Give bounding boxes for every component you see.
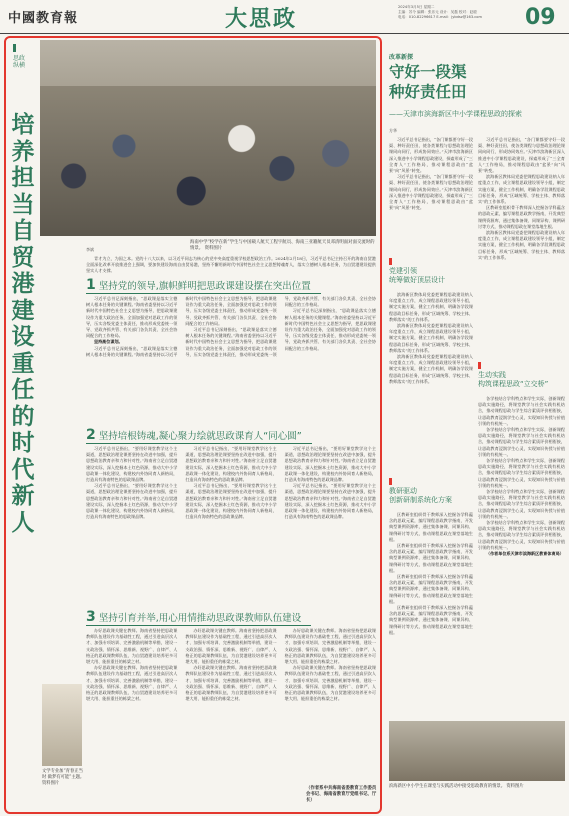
student-photo-caption: 文学专业加“青春正当时 做梦有可能”主题。资料图片	[42, 769, 85, 786]
right-section-1-text: 滨海新区教体局党委把课程思政建设纳入年度重点工作，成立课程思政建设领导小组，制定实施方案，健全工作机制，明确各学段课程思政目标任务，形成“区域统筹、学校主体、教师落实”的工作体系。 滨海新区教体局党委把课程思政建设纳入年度重点工作，成立课程思政建设领导小组，制定实施方案，健全工作机制，明确各学段课程思政目标任务，形成“区域统筹、学校主体、教师落实”的工作体系。 滨海新区教体局党委把课程思政建设纳入年度重点工作，成立课程思政建设领导小组，制定实施方案，健全工作机制，明确各学段课程思政目标任务，形成“区域统筹、学校主体、教师落实”的工作体系。	[389, 292, 473, 384]
photo-caption: 海南中学“校学在新”学生与中国载人航天工程宇航员、海南三亚籍航天员邓清明面对面交流时的情景。 资料图片	[190, 240, 375, 251]
section-2-text: 习近平总书记指出，“要用好课堂教学这个主渠道，思想政治理论课要坚持在改进中加强，提升思想政治教育亲和力和针对性。”海南省立足自贸港建设实际，深入挖掘本土红色资源，推动大中小学思政课一体化建设，构建校内外协同育人新格局，打造具有海南特色的思政课品牌。 习近平总书记指出，“要用好课堂教学这个主渠道，思想政治理论课要坚持在改进中加强，提升思想政治教育亲和力和针对性。”海南省立足自贸港建设实际，深入挖掘本土红色资源，推动大中小学思政课一体化建设，构建校内外协同育人新格局，打造具有海南特色的思政课品牌。 习近平总书记指出，“要用好课堂教学这个主渠道，思想政治理论课要坚持在改进中加强，提升思想政治教育亲和力和针对性。”海南省立足自贸港建设实际，深入挖掘本土红色资源，推动大中小学思政课一体化建设，构建校内外协同育人新格局，打造具有海南特色的思政课品牌。 习近平总书记指出，“要用好课堂教学这个主渠道，思想政治理论课要坚持在改进中加强，提升思想政治教育亲和力和针对性。”海南省立足自贸港建设实际，深入挖掘本土红色资源，推动大中小学思政课一体化建设，构建校内外协同育人新格局，打造具有海南特色的思政课品牌。 习近平总书记指出，“要用好课堂教学这个主渠道，思想政治理论课要坚持在改进中加强，提升思想政治教育亲和力和针对性。”海南省立足自贸港建设实际，深入挖掘本土红色资源，推动大中小学思政课一体化建设，构建校内外协同育人新格局，打造具有海南特色的思政课品牌。 习近平总书记指出，“要用好课堂教学这个主渠道，思想政治理论课要坚持在改进中加强，提升思想政治教育亲和力和针对性。”海南省立足自贸港建设实际，深入挖掘本土红色资源，推动大中小学思政课一体化建设，构建校内外协同育人新格局，打造具有海南特色的思政课品牌。	[86, 446, 376, 520]
column-tag-bar	[13, 44, 16, 52]
section-title: 大思政	[225, 7, 298, 32]
subhead-1: 1 坚持党的领导,旗帜鲜明把思政课建设摆在突出位置	[86, 278, 311, 292]
masthead-contact: 电话：010-82296617 E-mail：jybdsz@163.com	[398, 15, 482, 19]
right-col2-text: 习近平总书记指出，“各门课都要守好一段渠、种好责任田，使各类课程与思想政治理论课同向同行，形成协同效应。”天津市滨海新区深入推进中小学课程思政建设，探索形成了“三全育人”工作格局，推动课程思政由“盆景”向“风景”转变。 滨海新区教体局党委把课程思政建设纳入年度重点工作，成立课程思政建设领导小组，制定实施方案，健全工作机制，明确各学段课程思政目标任务，形成“区域统筹、学校主体、教师落实”的工作体系。 区教研室组织骨干教师深入挖掘各学科蕴含的思政元素，编写课程思政教学指南，开发典型课例资源库，通过集体备课、同课异构、课例研讨等方式，推动课程思政在课堂落地生根。 滨海新区教体局党委把课程思政建设纳入年度重点工作，成立课程思政建设领导小组，制定实施方案，健全工作机制，明确各学段课程思政目标任务，形成“区域统筹、学校主体、教师落实”的工作体系。	[478, 137, 565, 260]
masthead-meta	[398, 5, 523, 20]
subhead-3: 3 坚持引育并举,用心用情推动思政课教师队伍建设	[86, 610, 301, 624]
newspaper-logo: 中國教育報	[8, 11, 79, 26]
right-subtitle: ——天津市滨海新区中小学课程思政的探索	[389, 110, 522, 118]
masthead	[0, 0, 569, 34]
right-author: 方华	[389, 128, 397, 133]
right-column-tag: 改革新探	[389, 54, 414, 61]
column-tag: 思政纵横	[13, 44, 27, 69]
subhead-2: 2 坚持培根铸魂,凝心聚力绘就思政课育人“同心圆”	[86, 428, 302, 442]
right-headline: 守好一段渠 种好责任田	[389, 63, 467, 101]
section-3-text: 办好思政课关键在教师。海南省坚持把思政课教师队伍建设作为基础性工程，通过引进高层次人才、加强专项培训、完善激励机制等举措，建设一支政治强、情怀深、思维新、视野广、自律严、人格正的思政课教师队伍，为自贸港建设培养更多可堪大用、能担重任的栋梁之材。 办好思政课关键在教师。海南省坚持把思政课教师队伍建设作为基础性工程，通过引进高层次人才、加强专项培训、完善激励机制等举措，建设一支政治强、情怀深、思维新、视野广、自律严、人格正的思政课教师队伍，为自贸港建设培养更多可堪大用、能担重任的栋梁之材。 办好思政课关键在教师。海南省坚持把思政课教师队伍建设作为基础性工程，通过引进高层次人才、加强专项培训、完善激励机制等举措，建设一支政治强、情怀深、思维新、视野广、自律严、人格正的思政课教师队伍，为自贸港建设培养更多可堪大用、能担重任的栋梁之材。 办好思政课关键在教师。海南省坚持把思政课教师队伍建设作为基础性工程，通过引进高层次人才、加强专项培训、完善激励机制等举措，建设一支政治强、情怀深、思维新、视野广、自律严、人格正的思政课教师队伍，为自贸港建设培养更多可堪大用、能担重任的栋梁之材。 办好思政课关键在教师。海南省坚持把思政课教师队伍建设作为基础性工程，通过引进高层次人才、加强专项培训、完善激励机制等举措，建设一支政治强、情怀深、思维新、视野广、自律严、人格正的思政课教师队伍，为自贸港建设培养更多可堪大用、能担重任的栋梁之材。 办好思政课关键在教师。海南省坚持把思政课教师队伍建设作为基础性工程，通过引进高层次人才、加强专项培训、完善激励机制等举措，建设一支政治强、情怀深、思维新、视野广、自律严、人格正的思政课教师队伍，为自贸港建设培养更多可堪大用、能担重任的栋梁之材。	[86, 628, 376, 702]
right-intro: 习近平总书记指出，“各门课都要守好一段渠、种好责任田，使各类课程与思想政治理论课同向同行，形成协同效应。”天津市滨海新区深入推进中小学课程思政建设，探索形成了“三全育人”工作格局，推动课程思政由“盆景”向“风景”转变。 习近平总书记指出，“各门课都要守好一段渠、种好责任田，使各类课程与思想政治理论课同向同行，形成协同效应。”天津市滨海新区深入推进中小学课程思政建设，探索形成了“三全育人”工作格局，推动课程思政由“盆景”向“风景”转变。	[389, 137, 473, 211]
right-photo	[389, 721, 565, 781]
right-subhead-2: 教研驱动 创新研制系统化方案	[389, 478, 473, 505]
article-headline: 培养担当自贸港建设重任的时代新人	[11, 112, 35, 536]
article-author: 李斌	[86, 247, 94, 252]
author-note: （作者系中共海南省委教育工作委员会书记、海南省教育厅党组书记、厅长）	[306, 786, 377, 803]
article-intro: 青才为立，为国之本。党的十八大以来，以习近平同志为核心的党中央高度重视学校思想政治工作。2024年2月18日，习近平总书记主持召开的海南自贸港全面深化改革开放推进会上强调，要加快建设海南自由贸易港，坚持不懈用新时代中国特色社会主义思想铸魂育人，落实立德树人根本任务，为自贸港建设提供坚实人才支撑。	[86, 256, 376, 274]
right-subhead-3: 生动实践 构筑课程思政“立交桥”	[478, 362, 565, 389]
page-number: 09	[525, 5, 556, 30]
main-photo	[40, 40, 376, 236]
photo-crowd	[40, 86, 376, 236]
right-section-3-text: 各学校结合学科特点和学生实际，创新课程思政实施路径，将课堂教学与社会实践有机结合，推动课程思政与学生综合素质评价相衔接，让思政教育浸润学生心灵，实现知识传授与价值引领的有机统一。 各学校结合学科特点和学生实际，创新课程思政实施路径，将课堂教学与社会实践有机结合，推动课程思政与学生综合素质评价相衔接，让思政教育浸润学生心灵，实现知识传授与价值引领的有机统一。 各学校结合学科特点和学生实际，创新课程思政实施路径，将课堂教学与社会实践有机结合，推动课程思政与学生综合素质评价相衔接，让思政教育浸润学生心灵，实现知识传授与价值引领的有机统一。 各学校结合学科特点和学生实际，创新课程思政实施路径，将课堂教学与社会实践有机结合，推动课程思政与学生综合素质评价相衔接，让思政教育浸润学生心灵，实现知识传授与价值引领的有机统一。 各学校结合学科特点和学生实际，创新课程思政实施路径，将课堂教学与社会实践有机结合，推动课程思政与学生综合素质评价相衔接，让思政教育浸润学生心灵，实现知识传授与价值引领的有机统一。 （作者单位系天津市滨海新区教育体育局）	[478, 396, 565, 557]
section-1-text: 习近平总书记深刻指出，“思政课是落实立德树人根本任务的关键课程。”海南省委坚持以习近平新时代中国特色社会主义思想为指导，把思政课建设作为重大政治任务，全面加强党对思政工作的领导，压实各级党委主体责任，推动形成党委统一领导、党政齐抓共管、有关部门各负其责、全社会协同配合的工作格局。 坚持高位谋划。 习近平总书记深刻指出，“思政课是落实立德树人根本任务的关键课程。”海南省委坚持以习近平新时代中国特色社会主义思想为指导，把思政课建设作为重大政治任务，全面加强党对思政工作的领导，压实各级党委主体责任，推动形成党委统一领导、党政齐抓共管、有关部门各负其责、全社会协同配合的工作格局。 习近平总书记深刻指出，“思政课是落实立德树人根本任务的关键课程。”海南省委坚持以习近平新时代中国特色社会主义思想为指导，把思政课建设作为重大政治任务，全面加强党对思政工作的领导，压实各级党委主体责任，推动形成党委统一领导、党政齐抓共管、有关部门各负其责、全社会协同配合的工作格局。 习近平总书记深刻指出，“思政课是落实立德树人根本任务的关键课程。”海南省委坚持以习近平新时代中国特色社会主义思想为指导，把思政课建设作为重大政治任务，全面加强党对思政工作的领导，压实各级党委主体责任，推动形成党委统一领导、党政齐抓共管、有关部门各负其责、全社会协同配合的工作格局。	[86, 296, 376, 357]
masthead-date: 2024年3月5日 星期二	[398, 5, 435, 9]
student-photo	[42, 684, 82, 766]
right-section-2-text: 区教研室组织骨干教师深入挖掘各学科蕴含的思政元素，编写课程思政教学指南，开发典型课例资源库，通过集体备课、同课异构、课例研讨等方式，推动课程思政在课堂落地生根。 区教研室组织骨干教师深入挖掘各学科蕴含的思政元素，编写课程思政教学指南，开发典型课例资源库，通过集体备课、同课异构、课例研讨等方式，推动课程思政在课堂落地生根。 区教研室组织骨干教师深入挖掘各学科蕴含的思政元素，编写课程思政教学指南，开发典型课例资源库，通过集体备课、同课异构、课例研讨等方式，推动课程思政在课堂落地生根。 区教研室组织骨干教师深入挖掘各学科蕴含的思政元素，编写课程思政教学指南，开发典型课例资源库，通过集体备课、同课异构、课例研讨等方式，推动课程思政在课堂落地生根。	[389, 512, 473, 635]
masthead-editors: 主编：苏令 编辑：张乐元 设计：吴磊 校对：赵聪	[398, 10, 477, 14]
right-subhead-1: 党建引领 统筹做好顶层设计	[389, 258, 473, 285]
right-photo-caption: 滨海新区中小学生在课堂与实践活动中接受思政教育的情景。 资料图片	[389, 784, 524, 789]
